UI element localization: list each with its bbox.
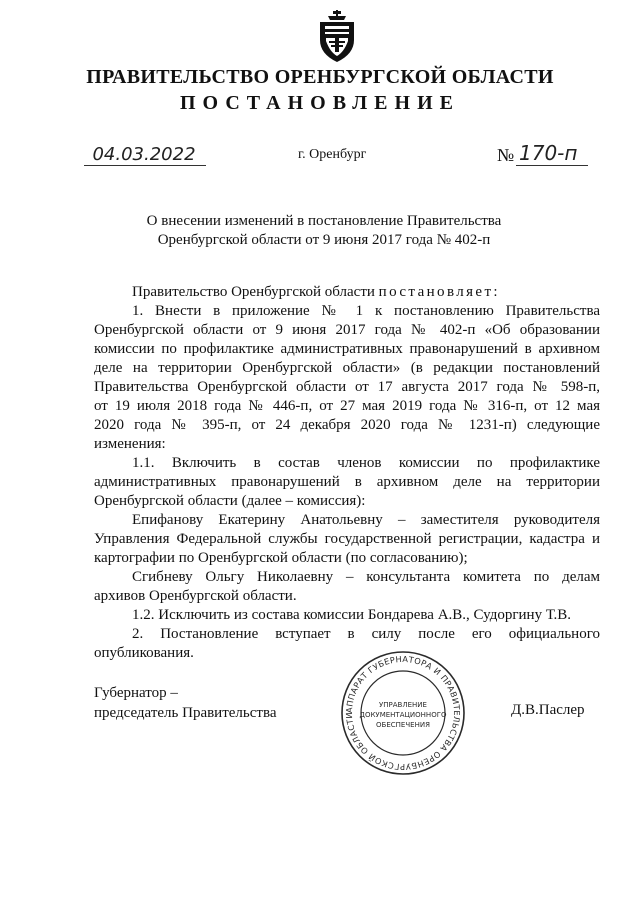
signatory-title [94,683,277,723]
body-line: Управления Федеральной службы государственной регистрации, кадастра и [94,531,600,547]
body-line: Епифанову Екатерину Анатольевну – заместителя руководителя [132,512,600,528]
body-line: от 19 июля 2018 года № 446-п, от 27 мая 2019 года № 316-п, от 12 мая [94,398,600,414]
seal-ring-text: АППАРАТ ГУБЕРНАТОРА И ПРАВИТЕЛЬСТВА ОРЕНБУРГСКОЙ ОБЛАСТИ [343,653,463,773]
body-line: 1. Внести в приложение № 1 к постановлению Правительства [132,303,600,319]
body-line: 2020 года № 395-п, от 24 декабря 2020 года № 1231-п) следующие [94,417,600,433]
document-subject [120,212,528,250]
seal-center-line: ОБЕСПЕЧЕНИЯ [376,721,430,729]
document-date: 04.03.2022 [92,144,196,165]
body-line: архивов Оренбургской области. [94,588,297,604]
organization-title: ПРАВИТЕЛЬСТВО ОРЕНБУРГСКОЙ ОБЛАСТИ [86,66,554,88]
body-line: комиссии по профилактике административных правонарушений в архивном [94,341,600,357]
body-intro [94,283,600,302]
body-line: опубликования. [94,645,194,661]
body-line: изменения: [94,436,166,452]
seal-stamp-icon [338,648,468,778]
document-body [94,283,600,663]
body-line: административных правонарушений в архивном деле на территории [94,474,600,490]
intro-text: Правительство Оренбургской области [132,284,379,300]
body-line: Правительства Оренбургской области от 17 августа 2017 года № 598-п, [94,379,600,395]
signatory-title-line: Губернатор – [94,685,178,701]
date-underline [84,165,206,166]
document-city: г. Оренбург [298,147,367,162]
body-line: Оренбургской области от 9 июня 2017 года № 402-п «Об образовании [94,322,600,338]
document-type: ПОСТАНОВЛЕНИЕ [180,92,460,114]
seal-center-line: ДОКУМЕНТАЦИОННОГО [359,711,447,719]
body-line: Оренбургской области (далее – комиссия): [94,493,366,509]
number-sign: № [497,145,515,165]
body-line: деле на территории Оренбургской области» (в редакции постановлений [94,360,600,376]
intro-verb: постановляет: [378,284,501,300]
subject-line: Оренбургской области от 9 июня 2017 года № 402-п [157,232,491,248]
signatory-title-line: председатель Правительства [94,705,277,721]
body-line: 2. Постановление вступает в силу после его официального [132,626,600,642]
body-line: 1.1. Включить в состав членов комиссии по профилактике [132,455,600,471]
body-line: 1.2. Исключить из состава комиссии Бондарева А.В., Судоргину Т.В. [132,607,571,623]
body-line: Сгибневу Ольгу Николаевну – консультанта комитета по делам [132,569,600,585]
coat-of-arms-icon [316,10,358,64]
document-number: 170-п [519,141,578,165]
signatory-name: Д.В.Паслер [511,702,585,718]
number-underline [516,165,588,166]
seal-center-line: УПРАВЛЕНИЕ [379,701,427,709]
subject-line: О внесении изменений в постановление Правительства [146,213,502,229]
body-line: картографии по Оренбургской области (по согласованию); [94,550,468,566]
